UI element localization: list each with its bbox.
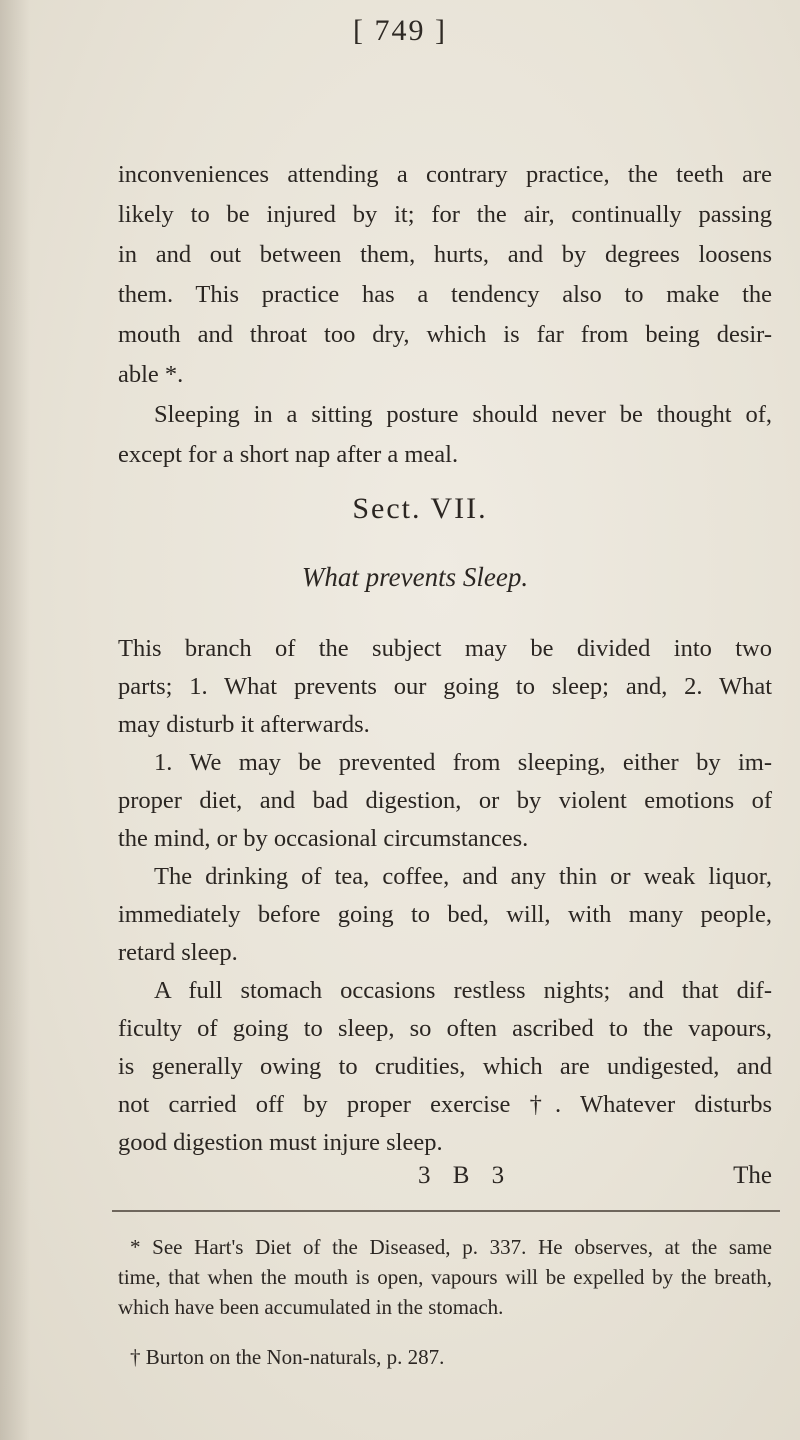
text-line: in and out between them, hurts, and by degrees loosens [118,241,772,268]
footnote-line: * See Hart's Diet of the Diseased, p. 337. He observes, at the same [130,1235,772,1259]
signature-row [118,1162,772,1202]
text-line: Sleeping in a sitting posture should never be thought of, [154,401,772,428]
section-subheading: What prevents Sleep. [301,562,529,592]
text-line: The drinking of tea, coffee, and any thin or weak liquor, [154,863,772,890]
text-line: not carried off by proper exercise †. Whatever disturbs [118,1091,772,1118]
footnote-line: which have been accumulated in the stomach. [118,1295,504,1319]
text-line: able *. [118,361,184,388]
text-line: the mind, or by occasional circumstances. [118,825,529,852]
text-line: immediately before going to bed, will, with many people, [118,901,772,928]
text-line: is generally owing to crudities, which are undigested, and [118,1053,772,1080]
section-heading: Sect. VII. [352,492,488,525]
footnote-1 [118,1232,772,1322]
text-line: them. This practice has a tendency also to make the [118,281,772,308]
footnote-rule [112,1210,780,1212]
text-line: except for a short nap after a meal. [118,441,459,468]
paragraph-3 [118,630,772,744]
paragraph-5 [118,858,772,972]
paragraph-4 [118,744,772,858]
text-line: retard sleep. [118,939,238,966]
paragraph-1 [118,155,772,395]
text-line: proper diet, and bad digestion, or by violent emotions of [118,787,772,814]
text-line: good digestion must injure sleep. [118,1129,443,1156]
paragraph-2 [118,395,772,475]
text-line: mouth and throat too dry, which is far from being desir- [118,321,772,348]
page-number: [ 749 ] [353,14,447,47]
text-line: A full stomach occasions restless nights; and that dif- [154,977,772,1004]
catchword: The [733,1162,772,1189]
text-line: may disturb it afterwards. [118,711,370,738]
footnote-line: † Burton on the Non-naturals, p. 287. [130,1345,445,1369]
paragraph-6 [118,972,772,1162]
text-line: ficulty of going to sleep, so often ascribed to the vapours, [118,1015,772,1042]
text-line: likely to be injured by it; for the air, continually passing [118,201,772,228]
page-gutter-shadow [0,0,30,1440]
text-line: 1. We may be prevented from sleeping, either by im- [154,749,772,776]
text-line: parts; 1. What prevents our going to sleep; and, 2. What [118,673,772,700]
text-line: inconveniences attending a contrary practice, the teeth are [118,161,772,188]
footnote-line: time, that when the mouth is open, vapours will be expelled by the breath, [118,1265,772,1289]
signature-mark: 3 B 3 [418,1162,513,1189]
text-line: This branch of the subject may be divided into two [118,635,772,662]
footnote-2 [118,1342,772,1372]
